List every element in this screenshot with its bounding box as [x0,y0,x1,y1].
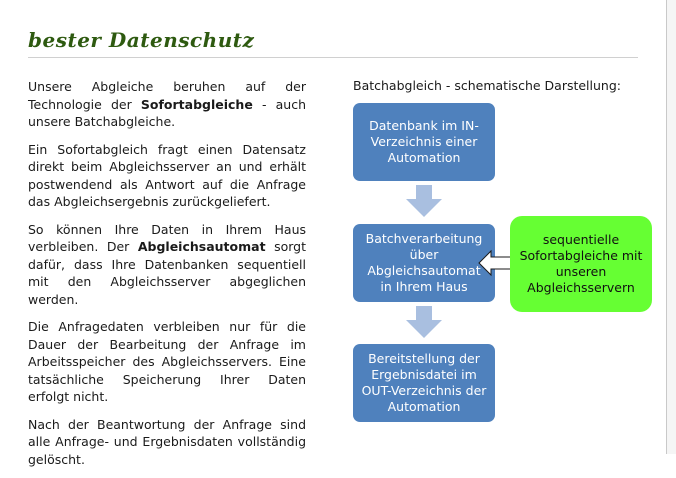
down-arrow-icon [406,306,442,338]
vertical-scrollbar[interactable] [666,0,676,454]
flow-box-batch-processing: Batchverarbeitung über Abgleichsautomat in Ihrem Haus [353,224,495,302]
text-run: So können Ihre Daten in Ihrem Haus verbleiben. Der [28,221,306,254]
down-arrow-icon [406,185,442,217]
body-paragraph [28,221,306,309]
bold-term: Sofortabgleiche [140,96,253,112]
heading-divider [28,57,638,58]
text-run: sorgt dafür, dass Ihre Datenbanken sequentiell mit den Abgleichsserver abgeglichen werden. [28,239,306,307]
text-run: Nach der Beantwortung der Anfrage sind alle Anfrage- und Ergebnisdaten vollständig gelöscht. [28,416,306,467]
page-heading: bester Datenschutz [28,28,255,52]
text-run: Die Anfragedaten verbleiben nur für die Dauer der Bearbeitung der Anfrage im Arbeitsspeicher des Abgleichsservers. Eine tatsächliche Speicherung Ihrer Daten erfolgt nicht. [28,319,306,404]
diagram-caption: Batchabgleich - schematische Darstellung: [353,78,621,93]
body-paragraph [28,318,306,406]
body-paragraph [28,416,306,469]
body-text [28,78,306,478]
body-paragraph [28,141,306,211]
flow-box-result-output: Bereitstellung der Ergebnisdatei im OUT-Verzeichnis der Automation [353,344,495,422]
text-run: - auch unsere Batchabgleiche. [28,96,306,129]
flow-box-input-database: Datenbank im IN-Verzeichnis einer Automation [353,103,495,181]
bold-term: Abgleichsautomat [137,239,266,254]
body-paragraph [28,78,306,131]
text-run: Unsere Abgleiche beruhen auf der Technologie der [28,79,306,112]
text-run: Ein Sofortabgleich fragt einen Datensatz direkt beim Abgleichsserver an und erhält postwendend als Antwort auf die Anfrage das Abgleichsergebnis zurückgeliefert. [28,141,306,209]
flow-box-sequential-matching: sequentielle Sofortabgleiche mit unseren Abgleichsservern [510,216,652,312]
